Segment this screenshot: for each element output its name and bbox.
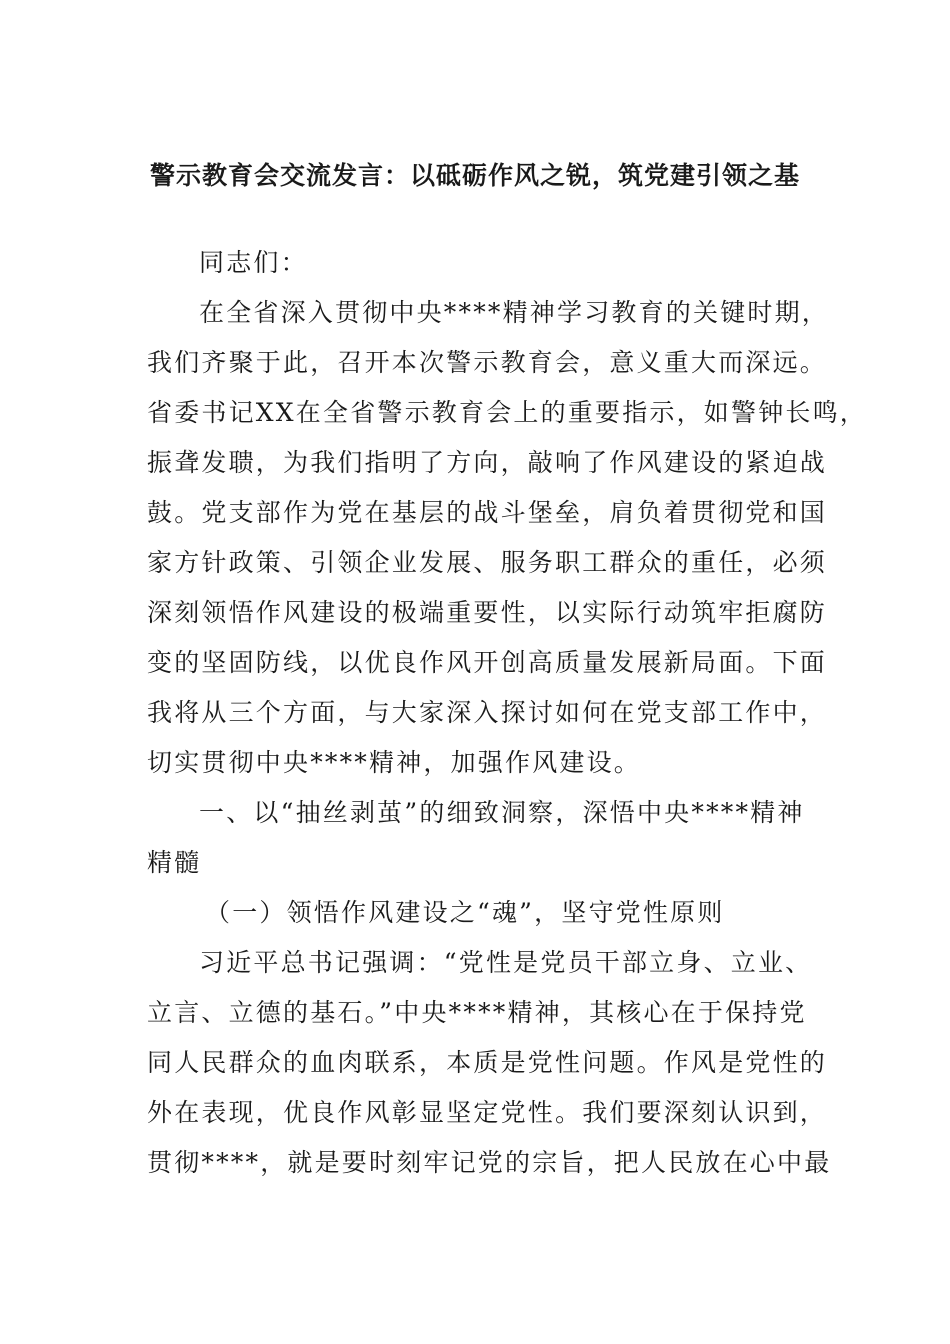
body-paragraph-2 — [147, 938, 832, 1188]
text-line: 变的坚固防线，以优良作风开创高质量发展新局面。下面 — [147, 648, 828, 677]
heading-line: 一、以“抽丝剥茧”的细致洞察，深悟中央****精神 — [199, 798, 805, 827]
text-line: 立言、立德的基石。”中央****精神，其核心在于保持党 — [147, 998, 807, 1027]
text-line: 我将从三个方面，与大家深入探讨如何在党支部工作中， — [147, 698, 828, 727]
document-body — [147, 238, 867, 1188]
subsection-heading-1 — [147, 888, 819, 938]
text-line: 在全省深入贯彻中央****精神学习教育的关键时期， — [199, 298, 830, 327]
intro-paragraph — [147, 288, 867, 788]
text-line: 同人民群众的血肉联系，本质是党性问题。作风是党性的 — [147, 1048, 828, 1077]
text-line: 鼓。党支部作为党在基层的战斗堡垒，肩负着贯彻党和国 — [147, 498, 828, 527]
section-heading-1 — [147, 788, 819, 888]
text-line: 振聋发聩，为我们指明了方向，敲响了作风建设的紧迫战 — [147, 448, 828, 477]
text-line: 切实贯彻中央****精神，加强作风建设。 — [147, 748, 642, 777]
text-line: 习近平总书记强调：“党性是党员干部立身、立业、 — [199, 948, 813, 977]
greeting — [147, 238, 819, 288]
subheading-line: （一）领悟作风建设之“魂”，坚守党性原则 — [205, 898, 725, 927]
text-line: 深刻领悟作风建设的极端重要性，以实际行动筑牢拒腐防 — [147, 598, 828, 627]
text-line: 我们齐聚于此，召开本次警示教育会，意义重大而深远。 — [147, 348, 828, 377]
document-title: 警示教育会交流发言：以砥砺作风之锐，筑党建引领之基 — [149, 161, 800, 190]
text-line: 外在表现，优良作风彰显坚定党性。我们要深刻认识到， — [147, 1098, 828, 1127]
text-line: 贯彻****，就是要时刻牢记党的宗旨，把人民放在心中最 — [147, 1148, 832, 1177]
text-line: 省委书记XX在全省警示教育会上的重要指示，如警钟长鸣， — [147, 398, 867, 427]
text-line: 家方针政策、引领企业发展、服务职工群众的重任，必须 — [147, 548, 828, 577]
heading-line: 精髓 — [147, 848, 202, 877]
greeting-line: 同志们： — [199, 248, 308, 277]
